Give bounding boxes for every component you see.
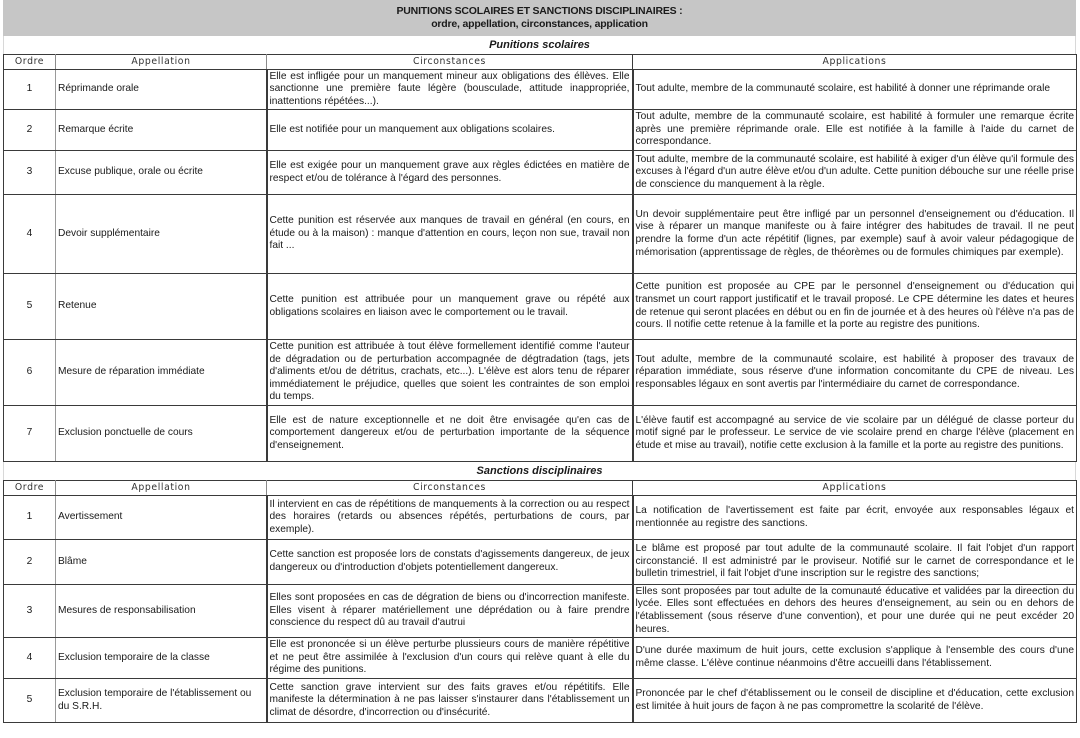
- cell-circonstances: Elle est prononcée si un élève perturbe plussieurs cours de manière répétitive et ne peut être assimilée à l'exclusion d'un cours qui relève quant à elle du régime des punitions.: [267, 638, 633, 679]
- punitions-table: [3, 54, 1077, 462]
- column-header-circonstances: Circonstances: [267, 55, 633, 70]
- cell-applications: Le blâme est proposé par tout adulte de la communauté scolaire. Il fait l'objet d'un rapport circonstancié. Il est administré par le proviseur. Notifié sur le carnet de correspondance et le bulletin trimestriel, il fait l'objet d'une inscription sur le registre des sanctions;: [633, 540, 1077, 585]
- document-title-line-2: ordre, appellation, circonstances, application: [431, 18, 648, 30]
- cell-circonstances: Elle est de nature exceptionnelle et ne doit être envisagée qu'en cas de comportement dangereux et/ou de perturbation importante de la séquence d'enseignement.: [267, 406, 633, 462]
- cell-appellation: Retenue: [56, 274, 267, 340]
- cell-appellation: Mesures de responsabilisation: [56, 585, 267, 638]
- table-row: [4, 496, 1077, 540]
- cell-ordre: 3: [4, 151, 56, 195]
- column-header-applications: Applications: [633, 481, 1077, 496]
- cell-applications: Cette punition est proposée au CPE par le personnel d'enseignement ou d'éducation qui transmet un court rapport justificatif et le travail proposé. Le CPE détermine les dates et heures de retenue qui seront placées en début ou en fin de journée et à des heures où l'élève n'a pas de cours. Il notifie cette retenue à la famille et la porte au registre des punitions.: [633, 274, 1077, 340]
- section-title-sanctions: Sanctions disciplinaires: [3, 462, 1076, 480]
- cell-ordre: 4: [4, 638, 56, 679]
- cell-appellation: Réprimande orale: [56, 70, 267, 110]
- cell-ordre: 1: [4, 496, 56, 540]
- cell-applications: Elles sont proposées par tout adulte de la comunauté éducative et validées par la direection du lycée. Elles sont effectuées en dehors des heures d'enseignement, au sein ou en dehors de l'établissement (sous réserve d'une convention), et pour une durée qui ne peut excéder 20 heures.: [633, 585, 1077, 638]
- cell-appellation: Exclusion ponctuelle de cours: [56, 406, 267, 462]
- cell-appellation: Avertissement: [56, 496, 267, 540]
- cell-circonstances: Elle est exigée pour un manquement grave aux règles édictées en matière de respect et/ou de tolérance à l'égard des personnes.: [267, 151, 633, 195]
- table-row: [4, 70, 1077, 110]
- cell-circonstances: Cette sanction grave intervient sur des faits graves et/ou répétitifs. Elle manifeste la détermination à ne pas laisser s'instaurer dans l'établissement un climat de désordre, d'incorrection ou d'insécurité.: [267, 679, 633, 723]
- cell-circonstances: Cette sanction est proposée lors de constats d'agissements dangereux, de jeux dangereux ou d'introduction d'objets potentiellement dangereux.: [267, 540, 633, 585]
- table-row: [4, 195, 1077, 274]
- table-row: [4, 638, 1077, 679]
- cell-ordre: 6: [4, 340, 56, 406]
- cell-circonstances: Il intervient en cas de répétitions de manquements à la correction ou au respect des horaires (retards ou absences répétés, perturbations de cours, par exemple).: [267, 496, 633, 540]
- cell-appellation: Remarque écrite: [56, 110, 267, 151]
- punitions-header-row: [4, 55, 1077, 70]
- column-header-circonstances: Circonstances: [267, 481, 633, 496]
- cell-appellation: Devoir supplémentaire: [56, 195, 267, 274]
- sanctions-table: [3, 480, 1077, 723]
- cell-appellation: Exclusion temporaire de la classe: [56, 638, 267, 679]
- cell-circonstances: Cette punition est réservée aux manques de travail en général (en cours, en étude ou à la maison) : manque d'attention en cours, leçon non sue, travail non fait ...: [267, 195, 633, 274]
- table-row: [4, 679, 1077, 723]
- column-header-ordre: Ordre: [4, 55, 56, 70]
- cell-appellation: Mesure de réparation immédiate: [56, 340, 267, 406]
- cell-circonstances: Cette punition est attribuée pour un manquement grave ou répété aux obligations scolaires en liaison avec le comportement ou le travail.: [267, 274, 633, 340]
- table-row: [4, 340, 1077, 406]
- cell-appellation: Exclusion temporaire de l'établissement ou du S.R.H.: [56, 679, 267, 723]
- cell-ordre: 2: [4, 540, 56, 585]
- table-row: [4, 151, 1077, 195]
- cell-appellation: Blâme: [56, 540, 267, 585]
- cell-applications: Tout adulte, membre de la communauté scolaire, est habilité à exiger d'un élève qu'il formule des excuses à l'égard d'un autre élève et/ou d'un adulte. Cette punition débouche sur une réelle prise de conscience du manquement à la règle.: [633, 151, 1077, 195]
- cell-applications: Tout adulte, membre de la communauté scolaire, est habilité à formuler une remarque écrite après une première réprimande orale. Elle est notifiée à la famille à l'aide du carnet de correspondance.: [633, 110, 1077, 151]
- document-title: [3, 0, 1076, 36]
- cell-applications: L'élève fautif est accompagné au service de vie scolaire par un délégué de classe porteur du motif signé par le professeur. Le service de vie scolaire prend en charge l'élève (placement en étude et mise au travail), notifie cette exclusion à la famille et la porte au registre des punitions.: [633, 406, 1077, 462]
- cell-circonstances: Elle est infligée pour un manquement mineur aux obligations des éllèves. Elle sanctionne une première faute légère (bousculade, attitude inappropriée, inattentions répétées...).: [267, 70, 633, 110]
- document-title-line-1: PUNITIONS SCOLAIRES ET SANCTIONS DISCIPLINAIRES :: [396, 5, 683, 17]
- cell-applications: Prononcée par le chef d'établissement ou le conseil de discipline et d'éducation, cette exclusion est limitée à huit jours de façon à ne pas compromettre la scolarité de l'élève.: [633, 679, 1077, 723]
- cell-circonstances: Elles sont proposées en cas de dégration de biens ou d'incorrection manifeste. Elles visent à réparer matériellement une déprédation ou à faire prendre conscience du respect dû au travail d'autrui: [267, 585, 633, 638]
- table-row: [4, 540, 1077, 585]
- table-row: [4, 110, 1077, 151]
- column-header-appellation: Appellation: [56, 481, 267, 496]
- cell-ordre: 4: [4, 195, 56, 274]
- table-row: [4, 585, 1077, 638]
- cell-ordre: 7: [4, 406, 56, 462]
- cell-applications: Un devoir supplémentaire peut être infligé par un personnel d'enseignement ou d'éducation. Il vise à réparer un manque manifeste ou à faire intégrer des habitudes de travail. Il ne peut prendre la forme d'un acte répétitif (lignes, par exemple) sauf à avoir valeur pédagogique de mémorisation (apprentissage de règles, de théorèmes ou de formules chimiques par exemple).: [633, 195, 1077, 274]
- cell-circonstances: Elle est notifiée pour un manquement aux obligations scolaires.: [267, 110, 633, 151]
- column-header-ordre: Ordre: [4, 481, 56, 496]
- column-header-applications: Applications: [633, 55, 1077, 70]
- column-header-appellation: Appellation: [56, 55, 267, 70]
- cell-ordre: 5: [4, 274, 56, 340]
- cell-applications: La notification de l'avertissement est faite par écrit, envoyée aux responsables légaux et mentionnée au registre des sanctions.: [633, 496, 1077, 540]
- cell-ordre: 5: [4, 679, 56, 723]
- cell-circonstances: Cette punition est attribuée à tout élève formellement identifié comme l'auteur de dégradation ou de perturbation accompagnée de dégtradation (tags, jets d'aliments et/ou de détritus, crachats, etc...). L'élève est alors tenu de réparer immédiatement le préjudice, quelles que soient les contraintes de son emploi du temps.: [267, 340, 633, 406]
- table-row: [4, 274, 1077, 340]
- cell-ordre: 1: [4, 70, 56, 110]
- table-row: [4, 406, 1077, 462]
- section-title-punitions: Punitions scolaires: [3, 36, 1076, 54]
- cell-appellation: Excuse publique, orale ou écrite: [56, 151, 267, 195]
- cell-applications: Tout adulte, membre de la communauté scolaire, est habilité à proposer des travaux de réparation immédiate, sous réserve d'une information concomitante du CPE de niveau. Les responsables légaux en sont avertis par l'intermédiaire du carnet de correspondance.: [633, 340, 1077, 406]
- cell-ordre: 2: [4, 110, 56, 151]
- cell-ordre: 3: [4, 585, 56, 638]
- cell-applications: Tout adulte, membre de la communauté scolaire, est habilité à donner une réprimande orale: [633, 70, 1077, 110]
- cell-applications: D'une durée maximum de huit jours, cette exclusion s'applique à l'ensemble des cours d'une même classe. L'élève continue néanmoins d'être accueilli dans l'établissement.: [633, 638, 1077, 679]
- sanctions-header-row: [4, 481, 1077, 496]
